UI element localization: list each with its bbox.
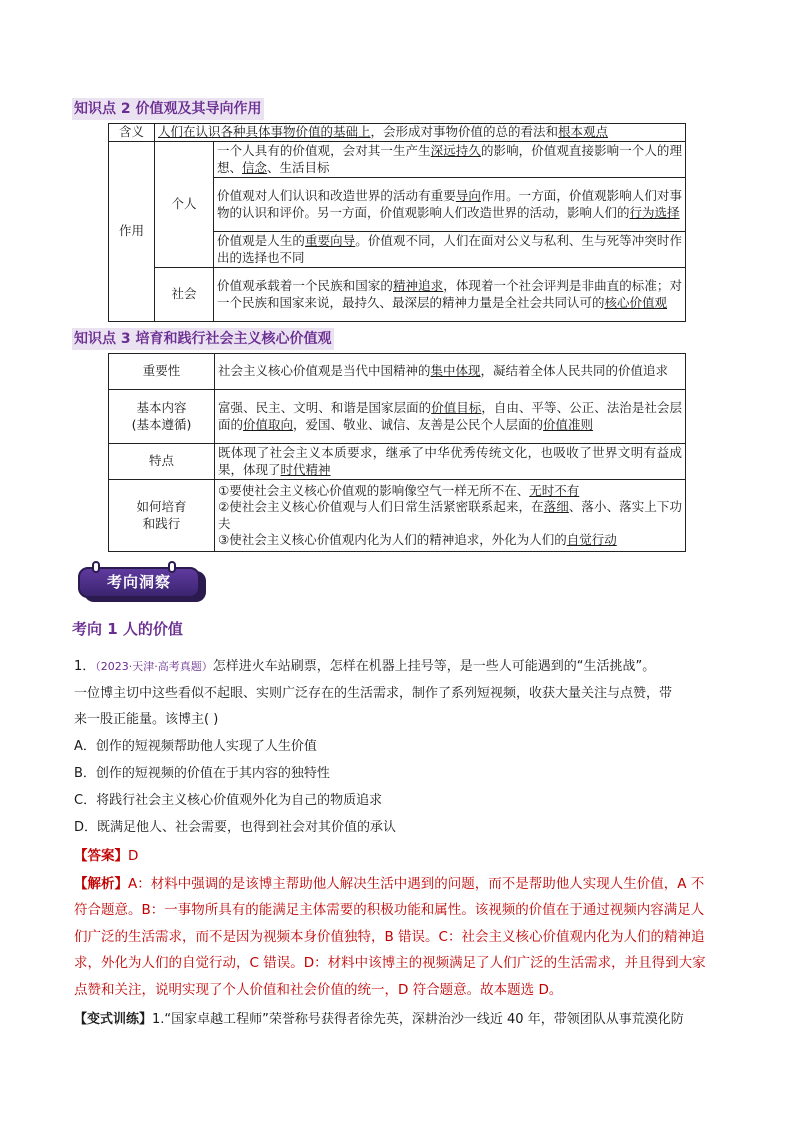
answer-line (74, 846, 734, 866)
text: ，凝结着全体人民共同的价值追求 (480, 363, 669, 379)
variant-line (74, 1010, 724, 1030)
personal-label: 个人 (155, 142, 214, 268)
underlined-text: 时代精神 (280, 461, 331, 477)
underlined-text: 集中体现 (430, 363, 481, 379)
text: 价值观承载着一个民族和国家的 (217, 278, 393, 293)
table-row (109, 354, 686, 390)
text: ③使社会主义核心价值观内化为人们的精神追求，外化为人们的 (218, 532, 567, 547)
basic-content-cell (215, 390, 686, 444)
text: ，爱国、敬业、诚信、友善是公民个人层面的 (293, 416, 544, 432)
question-line-3: 来一股正能量。该博主( ) (74, 712, 219, 727)
underlined-text: 信念 (242, 159, 268, 175)
text: 。价值观不同，人们在面对公义与私利、生与死等冲突时作出的选择也不同 (217, 233, 682, 265)
option-b: B．创作的短视频的价值在于其内容的独特性 (74, 766, 330, 781)
underlined-text: 自觉行动 (566, 532, 617, 547)
underlined-text: 价值取向 (243, 416, 294, 432)
underlined-text: 落细 (543, 499, 569, 514)
answer-value: D (128, 848, 139, 864)
personal-cell-1 (214, 142, 686, 178)
features-cell (215, 444, 686, 480)
binder-ring-icon (168, 561, 176, 573)
section-title: 考向 1 人的价值 (72, 620, 183, 638)
practice-item-2 (218, 499, 682, 532)
text: 富强、民主、文明、和谐是国家层面的 (218, 400, 432, 415)
underlined-text: 价值准则 (543, 416, 594, 432)
analysis-line-1 (74, 874, 734, 894)
text: ，自由、平等、公正、法治是社会层面的 (218, 400, 682, 432)
importance-label: 重要性 (109, 354, 215, 390)
analysis-text: A：材料中强调的是该博主帮助他人解决生活中遇到的问题，而不是帮助他人实现人生价值，A 不 (128, 876, 705, 892)
importance-cell (215, 354, 686, 390)
society-cell (214, 268, 686, 322)
underlined-text: 重要向导 (304, 233, 356, 248)
question-number: 1． (74, 659, 96, 674)
table-row (109, 480, 686, 552)
text: 、落小、落实上下功夫 (218, 499, 682, 531)
text: ，会形成对事物价值的总的看法和 (370, 124, 559, 140)
table-row (109, 268, 686, 322)
table-row (109, 142, 686, 178)
binder-ring-icon (92, 561, 100, 573)
text: ，体现着一个社会评判是非曲直的标准；对一个民族和国家来说，最持久、最深层的精神力量是全社会共同认可的 (217, 278, 682, 310)
analysis-line-4: 求，外化为人们的自觉行动，C 错误。D：材料中该博主的视频满足了人们广泛的生活需求，并且得到大家 (74, 955, 706, 971)
underlined-text: 价值目标 (431, 400, 482, 415)
text: 价值观对人们认识和改造世界的活动有重要 (217, 188, 456, 203)
text: 价值观是人生的 (217, 233, 305, 248)
practice-item-3 (218, 532, 682, 549)
knowledge-point-3-heading: 知识点 3 培育和践行社会主义核心价值观 (72, 328, 334, 350)
underlined-text: 根本观点 (558, 124, 609, 140)
text: 、生活目标 (267, 159, 330, 175)
knowledge-point-2-heading: 知识点 2 价值观及其导向作用 (72, 98, 264, 120)
text: 社会主义核心价值观是当代中国精神的 (218, 363, 431, 379)
question-source: （2023·天津·高考真题） (95, 660, 213, 673)
question-line-1 (74, 657, 724, 677)
answer-label: 【答案】 (74, 848, 128, 864)
text: 一个人具有的价值观，会对其一生产生 (217, 143, 431, 158)
how-to-practice-label: 如何培育 和践行 (109, 480, 215, 552)
question-text: 怎样进火车站刷票，怎样在机器上挂号等，是一些人可能遇到的“生活挑战”。 (212, 659, 656, 674)
exam-insight-badge (78, 561, 206, 601)
underlined-text: 无时不有 (529, 482, 580, 498)
question-line-2: 一位博主切中这些看似不起眼、实则广泛存在的生活需求，制作了系列短视频，收获大量关注与点赞，带 (74, 686, 673, 701)
practice-item-1 (218, 483, 682, 500)
badge-label: 考向洞察 (78, 567, 200, 598)
analysis-label: 【解析】 (74, 876, 128, 892)
personal-cell-3 (214, 232, 686, 268)
text: ②使社会主义核心价值观与人们日常生活紧密联系起来，在 (218, 499, 544, 514)
underlined-text: 人们在认识各种具体事物价值的基础上 (158, 124, 371, 140)
text: 作用。一方面，价值观影响人们对事物的认识和评价。另一方面，价值观影响人们改造世界的活动，影响人们的 (217, 188, 682, 220)
how-to-practice-cell (215, 480, 686, 552)
underlined-text: 行为选择 (629, 204, 680, 220)
variant-text: 1.“国家卓越工程师”荣誉称号获得者徐先英，深耕治沙一线近 40 年，带领团队从事荒漠化防 (152, 1012, 684, 1027)
values-table (108, 123, 686, 322)
underlined-text: 核心价值观 (604, 294, 668, 310)
variant-label: 【变式训练】 (74, 1012, 153, 1027)
option-c: C．将践行社会主义核心价值观外化为自己的物质追求 (74, 793, 383, 808)
function-label: 作用 (109, 142, 155, 322)
analysis-line-3: 们广泛的生活需求，而不是因为视频本身价值独特，B 错误。C：社会主义核心价值观内化为人们的精神追 (74, 929, 705, 945)
basic-content-label: 基本内容 (基本遵循) (109, 390, 215, 444)
table-row (109, 444, 686, 480)
society-label: 社会 (155, 268, 214, 322)
option-a: A．创作的短视频帮助他人实现了人生价值 (74, 739, 317, 754)
personal-cell-2 (214, 178, 686, 232)
meaning-label: 含义 (109, 124, 155, 142)
core-values-table (108, 353, 686, 552)
text: 的影响，价值观直接影响一个人的理想、 (217, 143, 682, 175)
meaning-text (155, 124, 686, 142)
table-row (109, 124, 686, 142)
features-label: 特点 (109, 444, 215, 480)
analysis-line-5: 点赞和关注，说明实现了个人价值和社会价值的统一，D 符合题意。故本题选 D。 (74, 982, 563, 998)
text: ①要使社会主义核心价值观的影响像空气一样无所不在、 (218, 482, 530, 498)
underlined-text: 精神追求 (392, 278, 444, 293)
table-row (109, 390, 686, 444)
underlined-text: 深远持久 (430, 143, 481, 158)
analysis-line-2: 符合题意。B：一事物所具有的能满足主体需要的积极功能和属性。该视频的价值在于通过视频内容满足人 (74, 902, 705, 918)
text: 既体现了社会主义本质要求，继承了中华优秀传统文化，也吸收了世界文明有益成果，体现了 (218, 445, 682, 477)
underlined-text: 导向 (455, 188, 481, 203)
option-d: D．既满足他人、社会需要，也得到社会对其价值的承认 (74, 820, 397, 835)
